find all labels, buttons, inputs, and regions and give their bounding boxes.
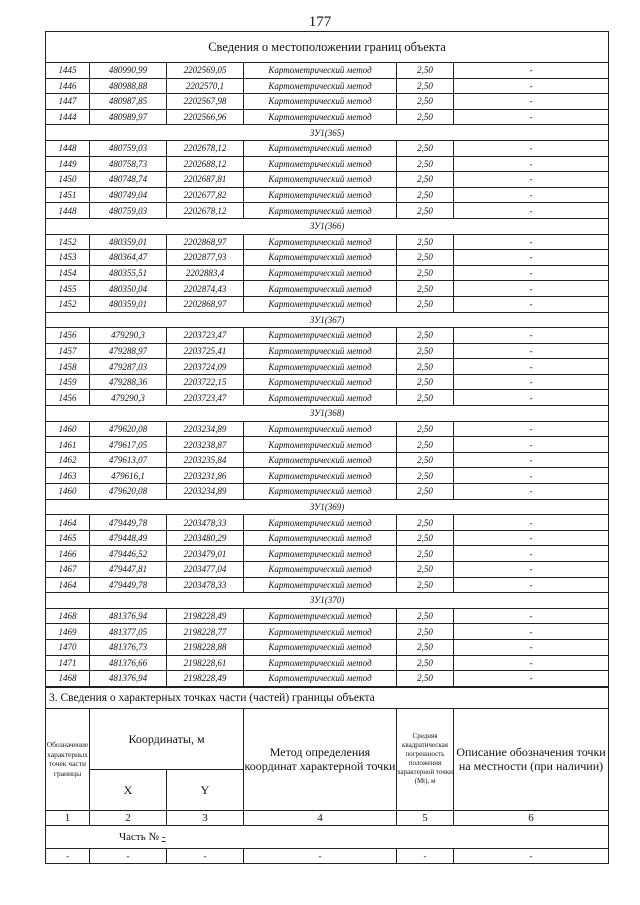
cell-n: 1456 (46, 390, 90, 406)
cell-n: 1448 (46, 140, 90, 156)
cell-y: 2203231,86 (167, 468, 244, 484)
table-row (46, 562, 609, 578)
cell-x: 480990,99 (90, 63, 167, 79)
table-row (46, 359, 609, 375)
cell-x: 480364,47 (90, 250, 167, 266)
cell-y: 2203234,89 (167, 484, 244, 500)
cell-mt: 2,50 (397, 546, 454, 562)
section-title: Сведения о местоположении границ объекта (46, 32, 609, 63)
cell-mt: 2,50 (397, 234, 454, 250)
group-label: ЗУ1(370) (46, 593, 609, 609)
cell-mt: 2,50 (397, 515, 454, 531)
cell-n: 1445 (46, 63, 90, 79)
cell-mt: 2,50 (397, 374, 454, 390)
cell-x: 479620,08 (90, 421, 167, 437)
cell-mt: 2,50 (397, 359, 454, 375)
cell-method: Картометрический метод (244, 468, 397, 484)
cell-method: Картометрический метод (244, 577, 397, 593)
cell-desc: - (454, 281, 609, 297)
cell-n: 1444 (46, 109, 90, 125)
cell-mt: 2,50 (397, 203, 454, 219)
cell-n: 1453 (46, 250, 90, 266)
cell-x: 481376,66 (90, 655, 167, 671)
cell-n: 1469 (46, 624, 90, 640)
cell-n: 1454 (46, 265, 90, 281)
table-row (46, 421, 609, 437)
section3-table (45, 687, 609, 864)
cell-mt: 2,50 (397, 577, 454, 593)
cell-y: 2203723,47 (167, 390, 244, 406)
cell-mt: 2,50 (397, 187, 454, 203)
column-number: 1 (46, 810, 90, 825)
cell-desc: - (454, 468, 609, 484)
cell-x: 481376,94 (90, 608, 167, 624)
table-row (46, 78, 609, 94)
cell-y: 2202678,12 (167, 203, 244, 219)
cell-method: Картометрический метод (244, 281, 397, 297)
cell-y: 2203234,89 (167, 421, 244, 437)
table-row (46, 140, 609, 156)
table-row (46, 390, 609, 406)
group-header-row (46, 406, 609, 422)
cell-method: Картометрический метод (244, 655, 397, 671)
cell-method: Картометрический метод (244, 546, 397, 562)
cell-x: 479620,08 (90, 484, 167, 500)
cell-n: 1460 (46, 421, 90, 437)
cell-x: 479288,97 (90, 343, 167, 359)
header-x: X (90, 769, 167, 810)
cell-desc: - (454, 234, 609, 250)
column-number: 4 (244, 810, 397, 825)
cell-y: 2202874,43 (167, 281, 244, 297)
header-coordinates: Координаты, м (90, 708, 244, 769)
cell-desc: - (454, 156, 609, 172)
cell-y: 2203725,41 (167, 343, 244, 359)
cell-y: 2203723,47 (167, 328, 244, 344)
cell-method: Картометрический метод (244, 452, 397, 468)
cell-method: Картометрический метод (244, 265, 397, 281)
cell-x: 480758,73 (90, 156, 167, 172)
cell-y: 2202868,97 (167, 296, 244, 312)
cell-mt: 2,50 (397, 608, 454, 624)
cell-method: Картометрический метод (244, 250, 397, 266)
cell-mt: 2,50 (397, 265, 454, 281)
table-row (46, 63, 609, 79)
cell-desc: - (454, 484, 609, 500)
table-row (46, 172, 609, 188)
cell-desc: - (454, 608, 609, 624)
cell-x: 480987,85 (90, 94, 167, 110)
cell-x: 479449,78 (90, 515, 167, 531)
cell-y: 2203478,33 (167, 515, 244, 531)
cell-y: 2202688,12 (167, 156, 244, 172)
cell-x: 480350,04 (90, 281, 167, 297)
group-label: ЗУ1(366) (46, 218, 609, 234)
table-row (46, 468, 609, 484)
cell-x: 480759,03 (90, 140, 167, 156)
cell-method: Картометрический метод (244, 234, 397, 250)
cell-n: 1468 (46, 671, 90, 687)
cell-method: Картометрический метод (244, 484, 397, 500)
cell-y: 2202677,82 (167, 187, 244, 203)
empty-cell: - (454, 848, 609, 863)
cell-mt: 2,50 (397, 484, 454, 500)
table-row (46, 343, 609, 359)
table-row (46, 671, 609, 687)
cell-n: 1455 (46, 281, 90, 297)
cell-desc: - (454, 515, 609, 531)
cell-y: 2202687,81 (167, 172, 244, 188)
cell-x: 481376,94 (90, 671, 167, 687)
cell-n: 1450 (46, 172, 90, 188)
cell-mt: 2,50 (397, 140, 454, 156)
cell-n: 1457 (46, 343, 90, 359)
cell-y: 2203478,33 (167, 577, 244, 593)
empty-cell: - (167, 848, 244, 863)
cell-x: 480359,01 (90, 234, 167, 250)
cell-method: Картометрический метод (244, 63, 397, 79)
cell-x: 480749,04 (90, 187, 167, 203)
cell-mt: 2,50 (397, 452, 454, 468)
cell-y: 2203477,04 (167, 562, 244, 578)
table-row (46, 374, 609, 390)
group-label: ЗУ1(367) (46, 312, 609, 328)
cell-desc: - (454, 671, 609, 687)
cell-n: 1465 (46, 530, 90, 546)
cell-mt: 2,50 (397, 562, 454, 578)
cell-desc: - (454, 265, 609, 281)
cell-desc: - (454, 655, 609, 671)
cell-method: Картометрический метод (244, 530, 397, 546)
table-row (46, 639, 609, 655)
header-accuracy: Средняя квадратическая погрешность положения характерной точки (Mt), м (397, 732, 453, 786)
cell-desc: - (454, 328, 609, 344)
cell-method: Картометрический метод (244, 608, 397, 624)
header-description: Описание обозначения точки на местности (при наличии) (456, 745, 606, 774)
cell-x: 479447,81 (90, 562, 167, 578)
empty-cell: - (244, 848, 397, 863)
cell-desc: - (454, 63, 609, 79)
table-row (46, 250, 609, 266)
cell-method: Картометрический метод (244, 624, 397, 640)
cell-method: Картометрический метод (244, 374, 397, 390)
cell-n: 1464 (46, 515, 90, 531)
cell-x: 481376,73 (90, 639, 167, 655)
table-row (46, 577, 609, 593)
cell-desc: - (454, 624, 609, 640)
cell-x: 479448,49 (90, 530, 167, 546)
cell-x: 480359,01 (90, 296, 167, 312)
cell-desc: - (454, 172, 609, 188)
table-row (46, 530, 609, 546)
cell-y: 2198228,77 (167, 624, 244, 640)
cell-desc: - (454, 577, 609, 593)
table-row (46, 624, 609, 640)
cell-desc: - (454, 437, 609, 453)
cell-method: Картометрический метод (244, 94, 397, 110)
cell-mt: 2,50 (397, 468, 454, 484)
cell-mt: 2,50 (397, 156, 454, 172)
cell-n: 1460 (46, 484, 90, 500)
cell-desc: - (454, 343, 609, 359)
cell-mt: 2,50 (397, 639, 454, 655)
cell-desc: - (454, 421, 609, 437)
cell-n: 1447 (46, 94, 90, 110)
cell-method: Картометрический метод (244, 140, 397, 156)
cell-mt: 2,50 (397, 671, 454, 687)
cell-desc: - (454, 390, 609, 406)
cell-y: 2203235,84 (167, 452, 244, 468)
cell-y: 2203479,01 (167, 546, 244, 562)
cell-desc: - (454, 109, 609, 125)
header-point-designation: Обозначение характерных точек части границы (46, 740, 89, 778)
cell-desc: - (454, 639, 609, 655)
cell-mt: 2,50 (397, 296, 454, 312)
cell-n: 1456 (46, 328, 90, 344)
cell-n: 1462 (46, 452, 90, 468)
cell-mt: 2,50 (397, 94, 454, 110)
cell-y: 2203480,29 (167, 530, 244, 546)
cell-x: 480759,03 (90, 203, 167, 219)
cell-mt: 2,50 (397, 390, 454, 406)
cell-n: 1467 (46, 562, 90, 578)
cell-method: Картометрический метод (244, 203, 397, 219)
cell-mt: 2,50 (397, 109, 454, 125)
column-number: 2 (90, 810, 167, 825)
part-label: Часть № (119, 830, 159, 843)
cell-method: Картометрический метод (244, 296, 397, 312)
table-row (46, 437, 609, 453)
cell-x: 480988,88 (90, 78, 167, 94)
cell-mt: 2,50 (397, 343, 454, 359)
cell-y: 2202566,96 (167, 109, 244, 125)
table-row (46, 484, 609, 500)
group-header-row (46, 499, 609, 515)
cell-method: Картометрический метод (244, 172, 397, 188)
empty-cell: - (46, 848, 90, 863)
cell-desc: - (454, 359, 609, 375)
cell-method: Картометрический метод (244, 421, 397, 437)
header-y: Y (167, 769, 244, 810)
cell-mt: 2,50 (397, 328, 454, 344)
cell-x: 479613,07 (90, 452, 167, 468)
cell-n: 1449 (46, 156, 90, 172)
cell-x: 480355,51 (90, 265, 167, 281)
cell-n: 1446 (46, 78, 90, 94)
cell-n: 1464 (46, 577, 90, 593)
cell-n: 1459 (46, 374, 90, 390)
cell-method: Картометрический метод (244, 639, 397, 655)
table-row (46, 234, 609, 250)
table-row (46, 546, 609, 562)
table-row (46, 203, 609, 219)
cell-n: 1448 (46, 203, 90, 219)
cell-n: 1463 (46, 468, 90, 484)
cell-desc: - (454, 94, 609, 110)
cell-desc: - (454, 78, 609, 94)
cell-desc: - (454, 140, 609, 156)
cell-mt: 2,50 (397, 281, 454, 297)
page-number: 177 (308, 14, 332, 30)
group-header-row (46, 312, 609, 328)
table-row (46, 187, 609, 203)
empty-cell: - (90, 848, 167, 863)
cell-y: 2202567,98 (167, 94, 244, 110)
group-label: ЗУ1(365) (46, 125, 609, 141)
cell-x: 479449,78 (90, 577, 167, 593)
cell-desc: - (454, 203, 609, 219)
column-number: 5 (397, 810, 454, 825)
cell-desc: - (454, 546, 609, 562)
cell-method: Картометрический метод (244, 562, 397, 578)
group-header-row (46, 593, 609, 609)
cell-method: Картометрический метод (244, 671, 397, 687)
cell-n: 1452 (46, 296, 90, 312)
cell-y: 2203724,09 (167, 359, 244, 375)
table-row (46, 94, 609, 110)
cell-desc: - (454, 250, 609, 266)
cell-mt: 2,50 (397, 250, 454, 266)
group-header-row (46, 218, 609, 234)
cell-mt: 2,50 (397, 624, 454, 640)
coordinates-sheet (45, 31, 608, 864)
cell-n: 1452 (46, 234, 90, 250)
cell-mt: 2,50 (397, 78, 454, 94)
table-row (46, 655, 609, 671)
cell-y: 2202877,93 (167, 250, 244, 266)
part-value: - (161, 830, 166, 843)
cell-method: Картометрический метод (244, 78, 397, 94)
table-row (46, 109, 609, 125)
cell-n: 1471 (46, 655, 90, 671)
cell-x: 479290,3 (90, 390, 167, 406)
table-row (46, 296, 609, 312)
cell-mt: 2,50 (397, 63, 454, 79)
table-row (46, 281, 609, 297)
cell-method: Картометрический метод (244, 359, 397, 375)
part-label-row (46, 825, 609, 848)
cell-n: 1451 (46, 187, 90, 203)
cell-y: 2202868,97 (167, 234, 244, 250)
cell-y: 2203722,15 (167, 374, 244, 390)
group-label: ЗУ1(368) (46, 406, 609, 422)
table-row (46, 156, 609, 172)
cell-x: 479617,05 (90, 437, 167, 453)
cell-method: Картометрический метод (244, 109, 397, 125)
table-row (46, 452, 609, 468)
cell-method: Картометрический метод (244, 343, 397, 359)
cell-desc: - (454, 374, 609, 390)
cell-x: 479446,52 (90, 546, 167, 562)
cell-mt: 2,50 (397, 421, 454, 437)
cell-n: 1458 (46, 359, 90, 375)
cell-x: 479290,3 (90, 328, 167, 344)
cell-method: Картометрический метод (244, 437, 397, 453)
cell-x: 479287,03 (90, 359, 167, 375)
cell-n: 1461 (46, 437, 90, 453)
cell-x: 480748,74 (90, 172, 167, 188)
cell-mt: 2,50 (397, 437, 454, 453)
column-number: 3 (167, 810, 244, 825)
cell-x: 480989,97 (90, 109, 167, 125)
empty-cell: - (397, 848, 454, 863)
cell-method: Картометрический метод (244, 515, 397, 531)
boundary-table (45, 31, 609, 687)
cell-n: 1468 (46, 608, 90, 624)
cell-desc: - (454, 452, 609, 468)
table-row (46, 328, 609, 344)
cell-desc: - (454, 187, 609, 203)
cell-method: Картометрический метод (244, 390, 397, 406)
cell-desc: - (454, 296, 609, 312)
cell-y: 2202570,1 (167, 78, 244, 94)
cell-x: 481377,05 (90, 624, 167, 640)
cell-x: 479616,1 (90, 468, 167, 484)
table-row (46, 515, 609, 531)
cell-y: 2198228,49 (167, 608, 244, 624)
cell-y: 2202678,12 (167, 140, 244, 156)
cell-method: Картометрический метод (244, 328, 397, 344)
section3-title: 3. Сведения о характерных точках части (частей) границы объекта (46, 687, 609, 708)
cell-n: 1470 (46, 639, 90, 655)
cell-mt: 2,50 (397, 655, 454, 671)
cell-y: 2198228,49 (167, 671, 244, 687)
cell-desc: - (454, 530, 609, 546)
cell-y: 2198228,61 (167, 655, 244, 671)
column-number: 6 (454, 810, 609, 825)
cell-n: 1466 (46, 546, 90, 562)
cell-y: 2202569,05 (167, 63, 244, 79)
table-row (46, 608, 609, 624)
group-label: ЗУ1(369) (46, 499, 609, 515)
cell-method: Картометрический метод (244, 156, 397, 172)
cell-method: Картометрический метод (244, 187, 397, 203)
group-header-row (46, 125, 609, 141)
header-method: Метод определения координат характерной точки (244, 745, 396, 774)
cell-x: 479288,36 (90, 374, 167, 390)
cell-mt: 2,50 (397, 172, 454, 188)
cell-y: 2198228,88 (167, 639, 244, 655)
table-row (46, 265, 609, 281)
cell-y: 2203238,87 (167, 437, 244, 453)
cell-y: 2202883,4 (167, 265, 244, 281)
cell-desc: - (454, 562, 609, 578)
cell-mt: 2,50 (397, 530, 454, 546)
